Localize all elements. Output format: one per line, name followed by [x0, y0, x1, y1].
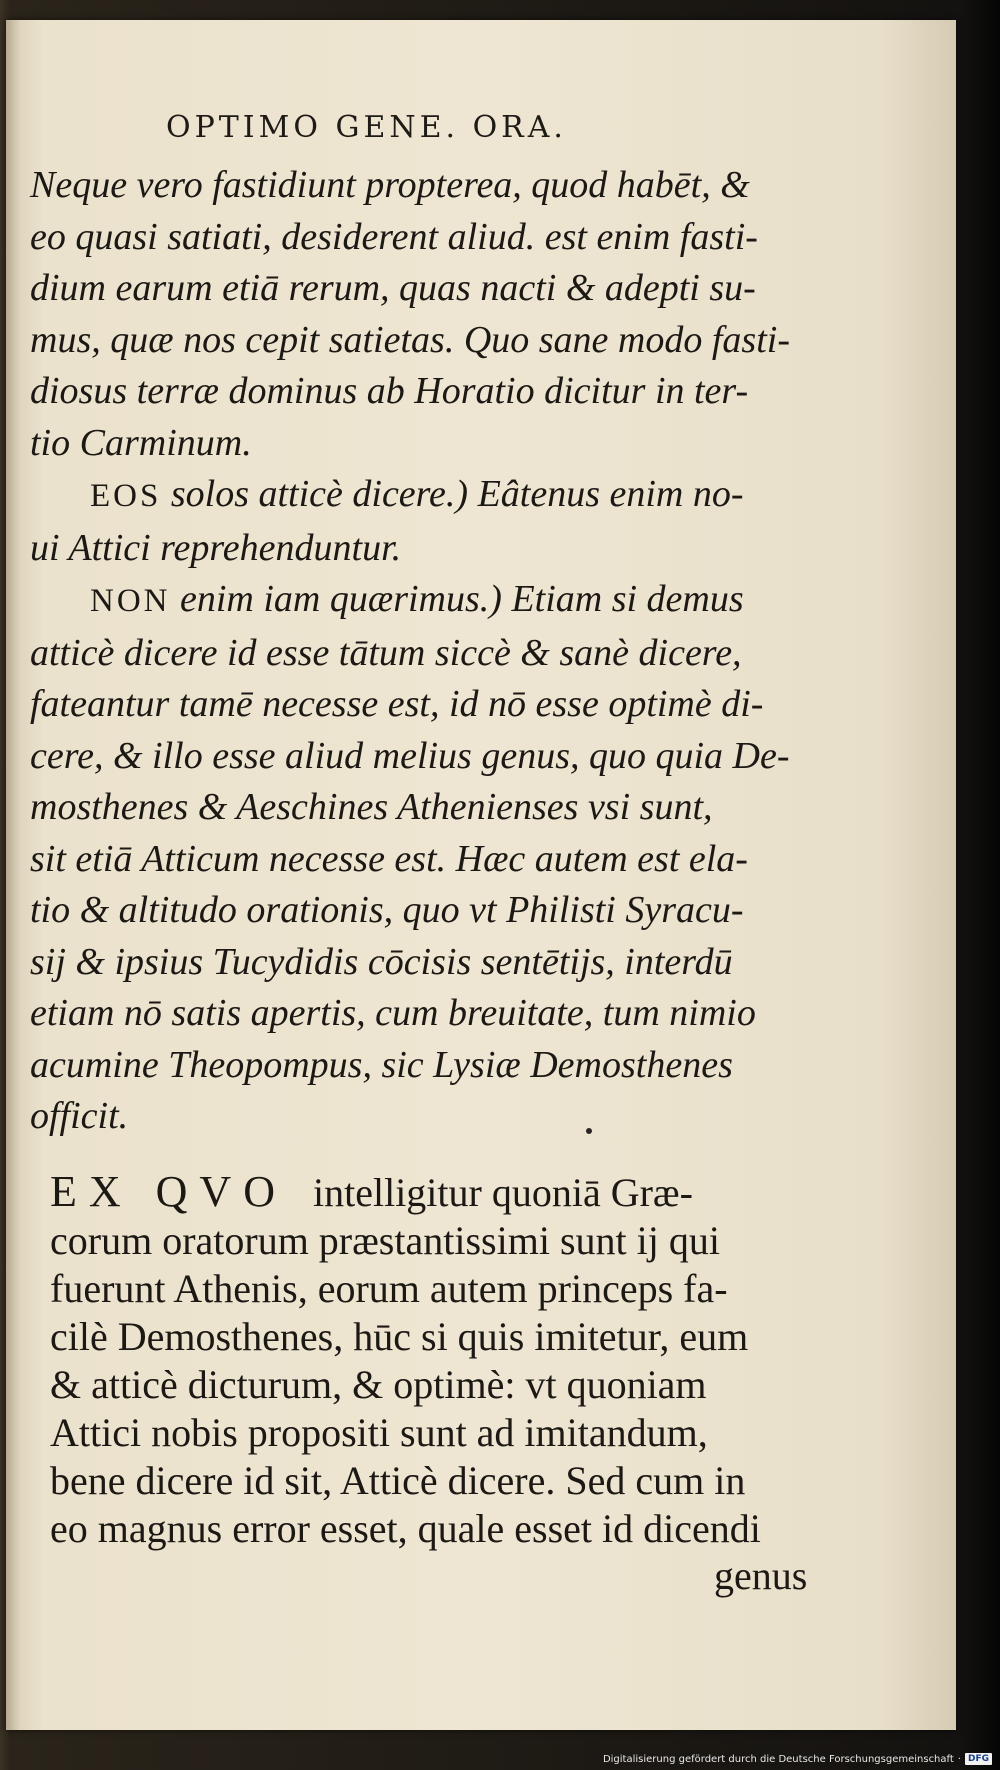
commentary-line: fateantur tamē necesse est, id nō esse optimè di-: [30, 683, 764, 725]
dfg-logo-icon: DFG: [965, 1753, 992, 1765]
footer-separator: ·: [957, 1753, 961, 1765]
main-text-line: fuerunt Athenis, eorum autem princeps fa-: [50, 1266, 728, 1311]
catchword: genus: [714, 1553, 808, 1598]
commentary-line: etiam nō satis apertis, cum breuitate, tum nimio: [30, 992, 756, 1034]
book-page: [6, 20, 956, 1730]
lemma-caps: EOS: [90, 478, 162, 514]
main-text-line: cilè Demosthenes, hūc si quis imitetur, eum: [50, 1314, 749, 1359]
main-text-line: eo magnus error esset, quale esset id dicendi: [50, 1506, 761, 1551]
commentary-line: officit.: [30, 1095, 129, 1137]
main-text-line: corum oratorum præstantissimi sunt ij qui: [50, 1218, 720, 1263]
commentary-line: acumine Theopompus, sic Lysiæ Demosthenes: [30, 1043, 733, 1086]
commentary-line: sit etiā Atticum necesse est. Hæc autem est ela-: [30, 837, 748, 880]
commentary-line: eo quasi satiati, desiderent aliud. est enim fasti-: [30, 215, 758, 258]
commentary-block: [30, 160, 830, 1143]
main-text-line: bene dicere id sit, Atticè dicere. Sed cum in: [50, 1458, 746, 1503]
commentary-line: mosthenes & Aeschines Athenienses vsi sunt,: [30, 786, 713, 828]
lemma-line: [30, 574, 830, 628]
main-text-line: Attici nobis propositi sunt ad imitandum,: [50, 1410, 708, 1455]
lemma-text: solos atticè dicere.) Eâtenus enim no-: [161, 473, 744, 515]
commentary-line: tio Carminum.: [30, 421, 252, 464]
main-text-first: intelligitur quoniā Græ-: [312, 1170, 693, 1215]
main-lemma: EX QVO: [50, 1167, 287, 1216]
commentary-line: mus, quæ nos cepit satietas. Quo sane modo fasti-: [30, 318, 790, 361]
main-text-block: [50, 1168, 830, 1553]
commentary-line: diosus terræ dominus ab Horatio dicitur in ter-: [30, 370, 749, 412]
ink-dot: [586, 1128, 592, 1134]
lemma-caps: NON: [90, 583, 171, 619]
commentary-line: Neque vero fastidiunt propterea, quod habēt, &: [30, 164, 750, 206]
main-text-line: & atticè dicturum, & optimè: vt quoniam: [50, 1362, 707, 1407]
lemma-line: [30, 469, 830, 523]
footer-text: Digitalisierung gefördert durch die Deutsche Forschungsgemeinschaft: [602, 1753, 954, 1765]
commentary-line: sij & ipsius Tucydidis cōcisis sentētijs, interdū: [30, 940, 733, 983]
commentary-line: cere, & illo esse aliud melius genus, quo quia De-: [30, 734, 790, 777]
commentary-line: ui Attici reprehenduntur.: [30, 526, 402, 569]
lemma-text: enim iam quærimus.) Etiam si demus: [170, 578, 744, 620]
commentary-line: atticè dicere id esse tātum siccè & sanè dicere,: [30, 631, 742, 674]
commentary-line: dium earum etiā rerum, quas nacti & adepti su-: [30, 267, 756, 309]
main-text-line: [50, 1168, 830, 1217]
digitization-footer: [603, 1750, 992, 1768]
running-head: OPTIMO GENE. ORA.: [166, 110, 567, 145]
commentary-line: tio & altitudo orationis, quo vt Philisti Syracu-: [30, 889, 744, 931]
